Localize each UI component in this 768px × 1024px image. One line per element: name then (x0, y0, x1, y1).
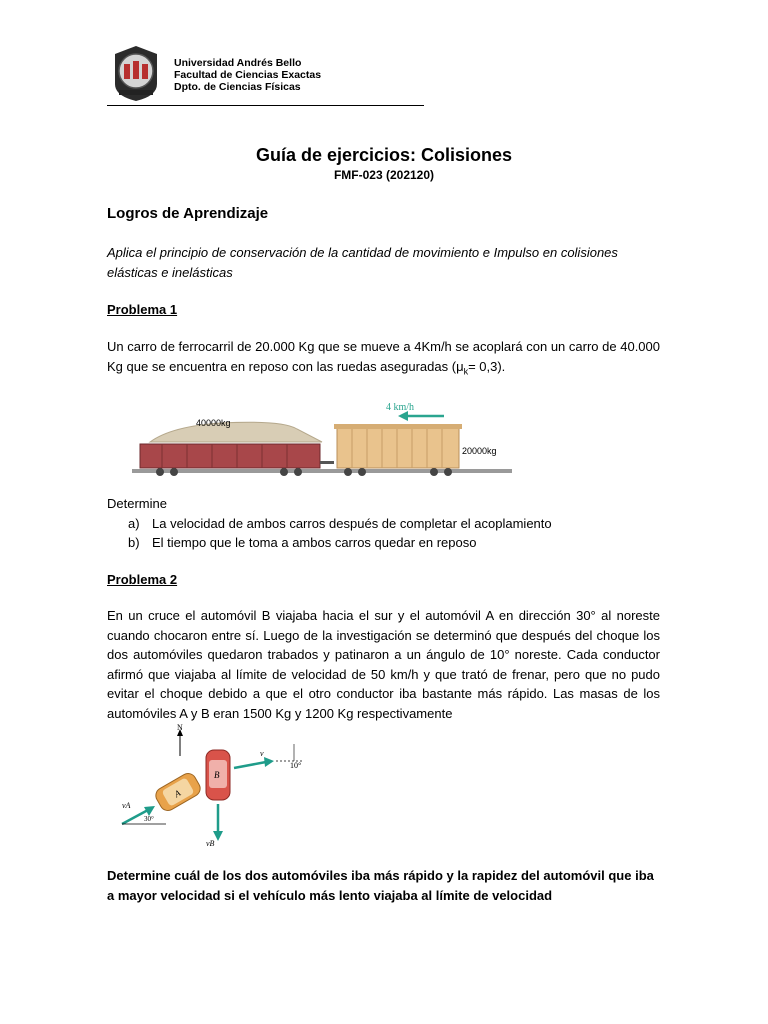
train-cars-figure (132, 396, 512, 484)
problem-1-text-end: = 0,3). (468, 358, 506, 374)
problem-1-title: Problema 1 (107, 302, 178, 317)
problem-1-item-b (128, 533, 476, 553)
v-label: v (260, 749, 264, 758)
car-b-label: B (214, 770, 220, 780)
problem-2-title: Problema 2 (107, 572, 178, 587)
mu-subscript: k (463, 366, 469, 377)
item-text: La velocidad de ambos carros después de completar el acoplamiento (152, 516, 552, 531)
left-car-body (140, 444, 320, 468)
course-code: FMF-023 (202120) (333, 168, 435, 182)
item-label: a) (128, 516, 140, 531)
rail-track (132, 469, 512, 473)
collision-figure (108, 724, 318, 850)
department-name: Dpto. de Ciencias Físicas (174, 81, 301, 93)
coupler (320, 461, 334, 464)
problem-2-question: Determine cuál de los dos automóviles iba más rápido y la rapidez del automóvil que iba a mayor velocidad si el vehículo más lento viajaba al límite de velocidad (107, 868, 654, 903)
section-title: Logros de Aprendizaje (107, 205, 269, 222)
car-a-label: A (172, 787, 183, 800)
velocity-arrow-v (234, 762, 266, 768)
university-logo (113, 44, 159, 102)
problem-1-text-start: Un carro de ferrocarril de 20.000 Kg que se mueve a 4Km/h se acoplará con un carro de 40.000 Kg que se encuentra en reposo con las ruedas aseguradas (μ (107, 339, 660, 374)
mass-label-right: 20000kg (462, 446, 497, 456)
mass-label-left: 40000kg (196, 418, 231, 428)
learning-outcome: Aplica el principio de conservación de la cantidad de movimiento e Impulso en colisiones elásticas e inelásticas (107, 245, 618, 280)
document-title: Guía de ejercicios: Colisiones (255, 145, 513, 165)
university-name: Universidad Andrés Bello (174, 57, 302, 69)
item-label: b) (128, 535, 140, 550)
velocity-arrow-vb-head (213, 831, 223, 841)
faculty-name: Facultad de Ciencias Exactas (174, 69, 322, 81)
speed-label: 4 km/h (386, 402, 415, 413)
header-rule (107, 105, 424, 106)
problem-2-text: En un cruce el automóvil B viajaba hacia el sur y el automóvil A en dirección 30° al noreste cuando chocaron entre sí. Luego de la investigación se determinó que después del choque los dos automóviles quedaron trabados y patinaron a un ángulo de 10° noreste. Cada conductor afirmó que viajaba al límite de velocidad de 50 km/h y que trató de frenar, pero que no pudo evitar el choque debido a que el otro conductor iba bastante más rápido. Las masas de los automóviles A y B eran 1500 Kg y 1200 Kg respectivamente (107, 608, 660, 721)
velocity-arrow-v-head (264, 757, 274, 767)
problem-1-text (107, 337, 660, 382)
car-a (153, 771, 203, 814)
right-car-roof (334, 424, 462, 429)
angle-v-label: 10° (290, 761, 302, 770)
va-label: vA (122, 801, 131, 810)
vb-label: vB (206, 839, 215, 848)
right-car-body (337, 428, 459, 468)
gravel-load (150, 422, 322, 442)
item-text: El tiempo que le toma a ambos carros quedar en reposo (152, 535, 477, 550)
north-label: N (177, 724, 183, 732)
angle-a-label: 30° (144, 815, 154, 823)
problem-1-prompt: Determine (107, 496, 167, 511)
problem-1-item-a (128, 514, 552, 534)
